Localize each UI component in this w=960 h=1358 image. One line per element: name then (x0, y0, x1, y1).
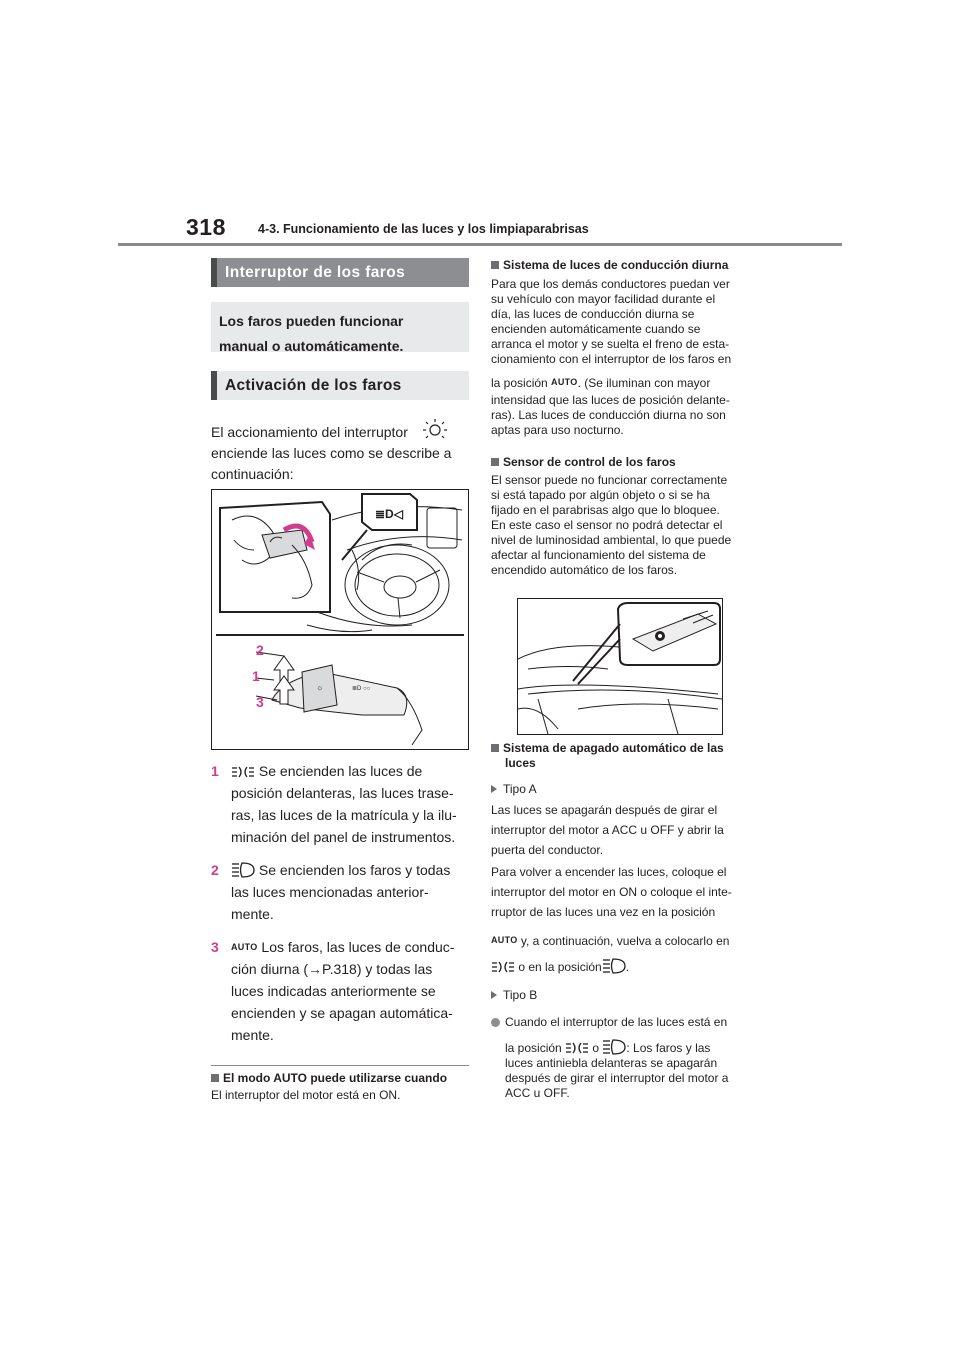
headlamp-icon (602, 958, 626, 974)
bullet-square-icon (491, 261, 499, 269)
item-text: Se encienden las luces de posición delanteras, las luces trase- ras, las luces de la matrícula y la ilu- minación del panel de instrumentos. (231, 763, 457, 845)
bullet-square-icon (491, 744, 499, 752)
headlight-switch-illustration (212, 490, 468, 749)
svg-text:≣D ○○: ≣D ○○ (352, 686, 371, 692)
drl-section (491, 258, 753, 438)
auto-off-section (491, 741, 753, 1101)
headlamp-icon (231, 862, 255, 878)
sensor-figure (517, 598, 723, 735)
bullet-square-icon (211, 1074, 219, 1082)
header-rule (118, 243, 842, 246)
intro-line-1: Los faros pueden funcionar (219, 313, 404, 329)
sensor-title: Sensor de control de los faros (491, 455, 753, 470)
svg-text:≣D◁: ≣D◁ (375, 507, 403, 521)
description (211, 418, 469, 485)
bullet-triangle-icon (491, 991, 497, 999)
sensor-illustration (518, 599, 722, 734)
note-divider (211, 1065, 469, 1066)
item-number: 3 (211, 939, 219, 955)
figure-label-1: 1 (252, 668, 260, 684)
subsection-title: Activación de los faros (211, 371, 469, 400)
auto-glyph: AUTO (551, 377, 578, 387)
bullet-dot-icon (491, 1018, 500, 1027)
type-b-text: Cuando el interruptor de las luces está en la posición o : Los faros y las luces antiniebla delanteras se apagarán después de girar el interruptor del motor a ACC u OFF. (491, 1012, 753, 1101)
intro-box (211, 302, 469, 352)
light-switch-icon (422, 418, 448, 440)
sensor-text: El sensor puede no funcionar correctamente si está tapado por algún objeto o si se ha fijado en el parabrisas algo que lo bloquee. En este caso el sensor no podrá detectar el nivel de luminosidad ambiental, lo que puede afectar al funcionamiento del sistema de encendido automático de los faros. (491, 473, 732, 577)
drl-title: Sistema de luces de conducción diurna (491, 258, 753, 273)
desc-line-2: enciende las luces como se describe a (211, 445, 452, 461)
auto-off-title: Sistema de apagado automático de las luces (491, 741, 753, 771)
item-text: AUTO Los faros, las luces de conduc- ción diurna (→P.318) y todas las luces indicadas anteriormente se encienden y se apagan automática- mente. (231, 939, 455, 1043)
desc-line-3: continuación: (211, 466, 294, 482)
intro-line-2: manual o automáticamente. (219, 338, 404, 354)
type-a-text: Las luces se apagarán después de girar el interruptor del motor a ACC u OFF y abrir la puerta del conductor. Para volver a encender las luces, coloque el interruptor del motor en ON o coloque el inte- rruptor de las luces una vez en la posición AUTO y, a continuación, vuelva a colocarlo en o en la posición . (491, 803, 732, 974)
drl-text: Para que los demás conductores puedan ver su vehículo con mayor facilidad durante el día, las luces de conducción diurna se encienden automáticamente cuando se arranca el motor y se suelta el freno de esta- cionamiento con el interruptor de los faros en la posición AUTO. (Se iluminan con mayor intensidad que las luces de posición delante- ras). Las luces de conducción diurna no son aptas para uso nocturno. (491, 277, 732, 437)
auto-note-title: El modo AUTO puede utilizarse cuando (211, 1071, 471, 1086)
auto-glyph: AUTO (491, 935, 518, 945)
desc-line-1: El accionamiento del interruptor (211, 418, 469, 443)
item-number: 2 (211, 862, 219, 878)
headlamp-icon (602, 1039, 626, 1055)
position-lamp-icon (565, 1041, 589, 1055)
list-item-3 (211, 936, 469, 1048)
position-lamp-icon (231, 765, 255, 779)
position-lamp-icon (491, 960, 515, 974)
sensor-section (491, 455, 753, 578)
figure-label-3: 3 (256, 694, 264, 710)
list-item-1 (211, 760, 469, 850)
headlight-switch-figure (211, 489, 469, 750)
section-header: 4-3. Funcionamiento de las luces y los limpiaparabrisas (258, 222, 589, 236)
list-item-2 (211, 859, 469, 929)
bullet-square-icon (491, 458, 499, 466)
item-text: Se encienden los faros y todas las luces mencionadas anterior- mente. (231, 862, 451, 922)
bullet-triangle-icon (491, 785, 497, 793)
auto-glyph: AUTO (231, 942, 258, 952)
figure-label-2: 2 (256, 642, 264, 658)
type-b-label: Tipo B (491, 985, 753, 1006)
section-title: Interruptor de los faros (211, 258, 469, 287)
auto-note-text: El interruptor del motor está en ON. (211, 1088, 401, 1102)
svg-text:☼: ☼ (316, 683, 324, 692)
page-number: 318 (186, 214, 226, 240)
item-number: 1 (211, 763, 219, 779)
type-a-label: Tipo A (491, 779, 753, 800)
